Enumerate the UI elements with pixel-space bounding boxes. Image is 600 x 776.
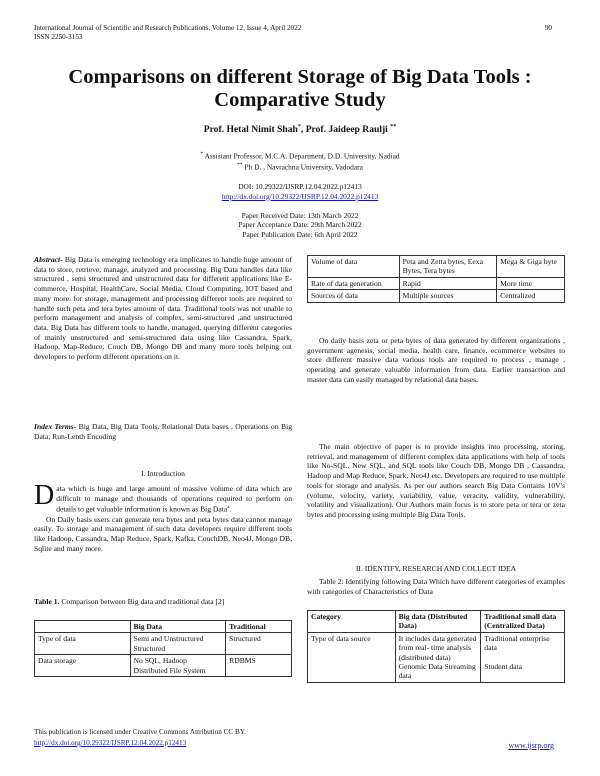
license-text: This publication is licensed under Creative Commons Attribution CC BY. — [34, 728, 246, 736]
abstract-label: Abstract — [34, 255, 61, 264]
introduction — [34, 480, 292, 553]
table-cell: Data storage — [35, 655, 131, 677]
table-row — [308, 611, 565, 633]
authors — [40, 124, 560, 135]
published-date: Paper Publication Date: 6th April 2022 — [242, 229, 358, 239]
affiliations — [40, 150, 560, 172]
affil-1-mark: * — [200, 151, 204, 157]
page-number: 90 — [544, 24, 552, 32]
table-header-cell: Big data (Distributed Data) — [395, 611, 481, 633]
table-header-cell: Traditional — [226, 621, 292, 633]
table-cell: Multiple sources — [399, 290, 497, 302]
author-1-mark: * — [297, 124, 301, 130]
table-cell: It includes data generated from real- time analysis (distributed data) Genomic Data Streaming data — [395, 632, 481, 682]
table-cell: No SQL, Hadoop Distributed File System — [130, 655, 226, 677]
title-line-2: Comparative Study — [214, 89, 386, 111]
table-cell: Peta and Zetta bytes, Eexa Bytes, Tera bytes — [399, 256, 497, 278]
table-cell: Type of data — [35, 633, 131, 655]
intro-ref: a — [227, 505, 230, 511]
author-2-mark: ** — [390, 124, 397, 130]
table-row — [35, 633, 292, 655]
table-1-caption — [34, 597, 292, 606]
running-header — [34, 24, 301, 42]
table-header-cell: Traditional small data (Centralized Data) — [481, 611, 565, 633]
table-cell: Structured — [226, 633, 292, 655]
table-row — [35, 655, 292, 677]
intro-p1-end: . — [229, 504, 232, 514]
table-row — [35, 621, 292, 633]
table-row — [308, 256, 565, 278]
table-2-caption: Table 2: Identifying following Data Which have different categories of examples with categories of Characteristics of Data — [307, 577, 565, 596]
intro-paragraph-1: ata which is huge and large amount of massive volume of data which are difficult to manage and thousands of operations required to perform on details to get valuable information is known as Big Data — [56, 484, 292, 514]
table-1 — [34, 620, 292, 677]
table-cell: Sources of data — [308, 290, 400, 302]
journal-name: International Journal of Scientific and Research Publications, Volume 12, Issue 4, April 2022 — [34, 24, 302, 32]
table-1-continued — [307, 255, 565, 303]
abstract — [34, 255, 292, 362]
table-cell: Volume of data — [308, 256, 400, 278]
intro-paragraph-2: On Daily basis users can generate tera bytes and peta bytes data cannot manage easily. To storage and management of such data developers require different tools like Hadoop, Cassandra, Map Reduce, Spark, Kafka, CouchDB, Neo4J, Mongo DB, Sqlite and many more. — [34, 514, 292, 553]
table-header-cell — [35, 621, 131, 633]
table-cell: RDBMS — [226, 655, 292, 677]
doi-block — [40, 182, 560, 201]
index-terms-label: Index Terms — [34, 422, 74, 431]
page-footer — [34, 727, 246, 749]
affil-1: Assistant Professor, M.C.A. Department, D.D. University, Nadiad — [204, 151, 400, 161]
title-line-1: Comparisons on different Storage of Big Data Tools : — [68, 66, 532, 88]
table-header-cell: Category — [308, 611, 396, 633]
affil-2-mark: ** — [237, 161, 243, 168]
abstract-text: - Big Data is emerging technology era implicates to handle huge amount of data to store, retrieve, manage, analyzed and processing. Big Data handles data like structured , semi structured and unstructured data for different applications like E-commerce, Hospital, HealthCare, Social Media, Cloud Computing, IOT based and many more. for storage, management and processing different tools are required to handle such peta and tera bytes amount of data. Traditional tools was not unable to perform management and analysis of complex, semi-structured ,and unstructured data. Big Data has different tools to handle, managed, querying different categories of mainly unstructured and semi-structured data using like Cassandra, Spark, Hadoop, Map-Reduce, Couch DB, Mongo DB and many more tools helping out developers to perform different operations on it. — [34, 255, 292, 362]
table-1-caption-text: Comparison between Big data and traditional data [2] — [59, 597, 225, 606]
table-header-cell: Big Data — [130, 621, 226, 633]
accepted-date: Paper Acceptance Date: 29th March 2022 — [238, 220, 362, 230]
doi-link[interactable]: http://dx.doi.org/10.29322/IJSRP.12.04.2022.p12413 — [221, 191, 379, 201]
table-cell: Rate of data generation — [308, 277, 400, 289]
index-terms — [34, 422, 292, 441]
author-1: Prof. Hetal Nimit Shah — [203, 124, 298, 136]
paper-title — [40, 66, 560, 112]
received-date: Paper Received Date: 13th March 2022 — [241, 211, 359, 220]
author-2: Prof. Jaideep Raulji — [305, 124, 388, 136]
author-separator: , — [300, 124, 306, 136]
paper-dates — [40, 211, 560, 239]
table-cell: Mega & Giga byte — [497, 256, 565, 278]
table-row — [308, 290, 565, 302]
table-cell: Type of data source — [308, 632, 396, 682]
table-row — [308, 277, 565, 289]
journal-site-link[interactable]: www.ijsrp.org — [508, 741, 554, 750]
right-paragraph-1: On daily basis zeta or peta bytes of data generated by different organizations , government agenesis, social media, health care, finance, ecommerce websites to store different massive data various tools are required to process , manage , operating and generate valuable information from data. Earlier transaction and master data can easily managed by relational data bases. — [307, 336, 565, 384]
table-cell: Traditional enterprise data Student data — [481, 632, 565, 682]
index-terms-text: - Big Data, Big Data Tools, Relational Data bases , Operations on Big Data, Run-Lenth Encoding — [34, 422, 292, 441]
footer-doi-link[interactable]: http://dx.doi.org/10.29322/IJSRP.12.04.2022.p12413 — [34, 739, 187, 747]
right-paragraph-2: The main objective of paper is to provide insights into processing, storing, retrieval, and management of different complex data applications with help of tools like No-SQL, New SQL, and SQL tools like Couch DB, Mongo DB , Cassandra, Hadoop and Map Reduce, Spark, Neo4J etc. Developers are required to use multiple tools for storage and analysis. As per our authors search Big Data Contains 10V's (volume, velocity, variety, variability, value, veracity, validity, vulnerability, volatility and visualization). Our Authors main focus is to store peta or tera or zeta bytes and processing using multiple Big Data Tools. — [307, 442, 565, 519]
table-2 — [307, 610, 565, 683]
table-1-caption-label: Table 1. — [34, 597, 60, 606]
table-row — [308, 632, 565, 682]
table-cell: Centralized — [497, 290, 565, 302]
issn: ISSN 2250-3153 — [34, 33, 83, 41]
doi-label: DOI: 10.29322/IJSRP.12.04.2022.p12413 — [238, 182, 362, 191]
section-heading-identify: II. IDENTIFY, RESEARCH AND COLLECT IDEA — [355, 564, 517, 573]
section-heading-introduction: I. Introduction — [141, 469, 185, 478]
table-cell: Rapid — [399, 277, 497, 289]
table-cell: Semi and Unstructured Structured — [130, 633, 226, 655]
dropcap: D — [34, 480, 55, 511]
table-cell: More time — [497, 277, 565, 289]
affil-2: Ph D. , Navrachna University, Vadodara — [244, 162, 363, 172]
